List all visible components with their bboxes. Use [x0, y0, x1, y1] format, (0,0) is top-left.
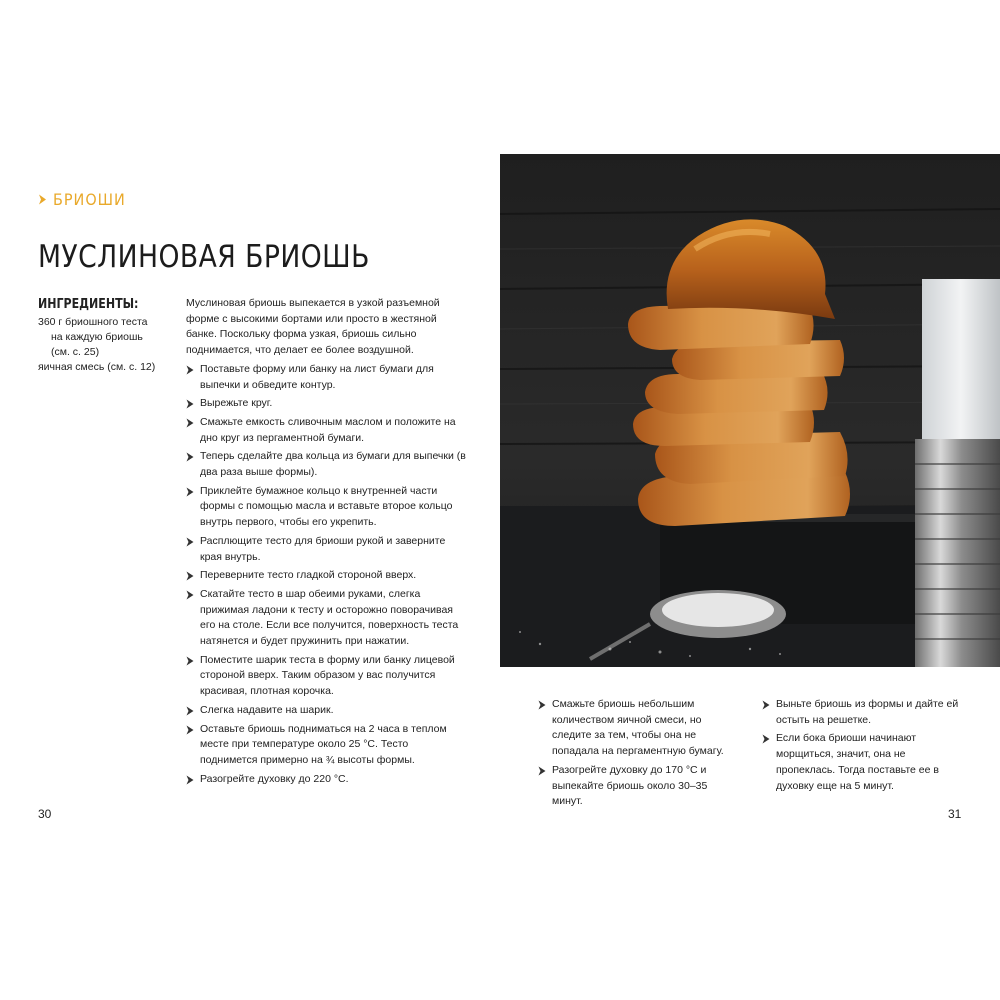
- instruction-step-text: Смажьте емкость сливочным маслом и положите на дно круг из пергаментной бумаги.: [200, 415, 456, 444]
- chevron-right-icon: [186, 452, 194, 462]
- brioche-photo: [500, 154, 1000, 667]
- instruction-step: [186, 484, 466, 531]
- instruction-step: [762, 731, 962, 794]
- ingredients-list: [38, 315, 178, 375]
- chevron-right-icon: [38, 194, 47, 205]
- instruction-step: [186, 449, 466, 480]
- ingredient-line: яичная смесь (см. с. 12): [38, 361, 156, 373]
- instruction-step: [186, 653, 466, 700]
- recipe-title: МУСЛИНОВАЯ БРИОШЬ: [38, 239, 370, 275]
- ingredients-heading: ИНГРЕДИЕНТЫ:: [38, 297, 139, 312]
- chevron-right-icon: [186, 571, 194, 581]
- instruction-step: [762, 697, 962, 728]
- chevron-right-icon: [186, 537, 194, 547]
- chevron-right-icon: [762, 734, 770, 744]
- instruction-step: [186, 772, 466, 788]
- chevron-right-icon: [186, 775, 194, 785]
- chevron-right-icon: [186, 399, 194, 409]
- instructions-column-left: [186, 296, 466, 787]
- instruction-step-text: Разогрейте духовку до 220 °С.: [200, 772, 349, 785]
- chevron-right-icon: [186, 487, 194, 497]
- instruction-step: [186, 568, 466, 584]
- ingredient-line: (см. с. 25): [51, 346, 100, 358]
- page-number-left: 30: [38, 807, 52, 821]
- chevron-right-icon: [186, 656, 194, 666]
- brioche-stack-photo-icon: [500, 154, 1000, 667]
- chevron-right-icon: [538, 766, 546, 776]
- chevron-right-icon: [186, 365, 194, 375]
- instruction-step-text: Приклейте бумажное кольцо к внутренней части формы с помощью масла и вставьте второе кольцо внутрь первого, чтобы его укрепить.: [200, 484, 453, 529]
- instruction-step-text: Если бока бриоши начинают морщиться, значит, она не пропеклась. Тогда поставьте ее в духовку еще на 5 минут.: [776, 732, 939, 792]
- instruction-step: [186, 362, 466, 393]
- instruction-step-text: Смажьте бриошь небольшим количеством яичной смеси, но следите за тем, чтобы она не попадала на пергаментную бумагу.: [552, 698, 724, 758]
- instruction-step: [186, 722, 466, 769]
- instruction-step: [538, 697, 734, 760]
- chevron-right-icon: [186, 418, 194, 428]
- instructions-column-right: [762, 694, 962, 794]
- page-number-right: 31: [948, 807, 962, 821]
- instruction-step: [186, 703, 466, 719]
- chevron-right-icon: [186, 706, 194, 716]
- chevron-right-icon: [186, 725, 194, 735]
- instruction-step: [538, 763, 734, 810]
- instruction-step: [186, 587, 466, 650]
- ingredient-line: на каждую бриошь: [51, 331, 143, 343]
- instruction-step-text: Поместите шарик теста в форму или банку лицевой стороной вверх. Таким образом у вас получится красивая, плотная корочка.: [200, 653, 455, 698]
- instruction-step-text: Переверните тесто гладкой стороной вверх.: [200, 569, 417, 582]
- ingredient-line: 360 г бриошного теста: [38, 316, 148, 328]
- instruction-step-text: Разогрейте духовку до 170 °С и выпекайте бриошь около 30–35 минут.: [552, 763, 708, 808]
- chevron-right-icon: [762, 700, 770, 710]
- intro-paragraph: Муслиновая бриошь выпекается в узкой разъемной форме с высокими бортами или просто в жестяной банке. Поскольку форма узкая, бриошь сильно поднимается, что делает ее более воздушной.: [186, 297, 440, 357]
- instructions-column-mid: [538, 694, 734, 810]
- section-label-text: БРИОШИ: [53, 190, 126, 209]
- instruction-step-text: Скатайте тесто в шар обеими руками, слегка прижимая ладони к тесту и осторожно поворачивая его на столе. Если все получится, поверхность теста натянется и будет пружинить при нажатии.: [200, 587, 459, 648]
- instruction-step-text: Выньте бриошь из формы и дайте ей остыть на решетке.: [776, 698, 959, 726]
- instruction-step: [186, 534, 466, 565]
- instruction-step-text: Теперь сделайте два кольца из бумаги для выпечки (в два раза выше формы).: [200, 450, 466, 479]
- chevron-right-icon: [538, 700, 546, 710]
- instruction-step-text: Расплющите тесто для бриоши рукой и заверните края внутрь.: [200, 534, 446, 563]
- instruction-step: [186, 415, 466, 446]
- instruction-step-text: Оставьте бриошь подниматься на 2 часа в теплом месте при температуре около 25 °С. Тесто поднимется примерно на ¾ высоты формы.: [200, 722, 447, 766]
- instruction-step-text: Слегка надавите на шарик.: [200, 703, 334, 716]
- instruction-step-text: Поставьте форму или банку на лист бумаги для выпечки и обведите контур.: [200, 362, 434, 391]
- instruction-step: [186, 396, 466, 412]
- chevron-right-icon: [186, 590, 194, 600]
- instruction-step-text: Вырежьте круг.: [200, 397, 273, 410]
- section-label: [38, 190, 126, 209]
